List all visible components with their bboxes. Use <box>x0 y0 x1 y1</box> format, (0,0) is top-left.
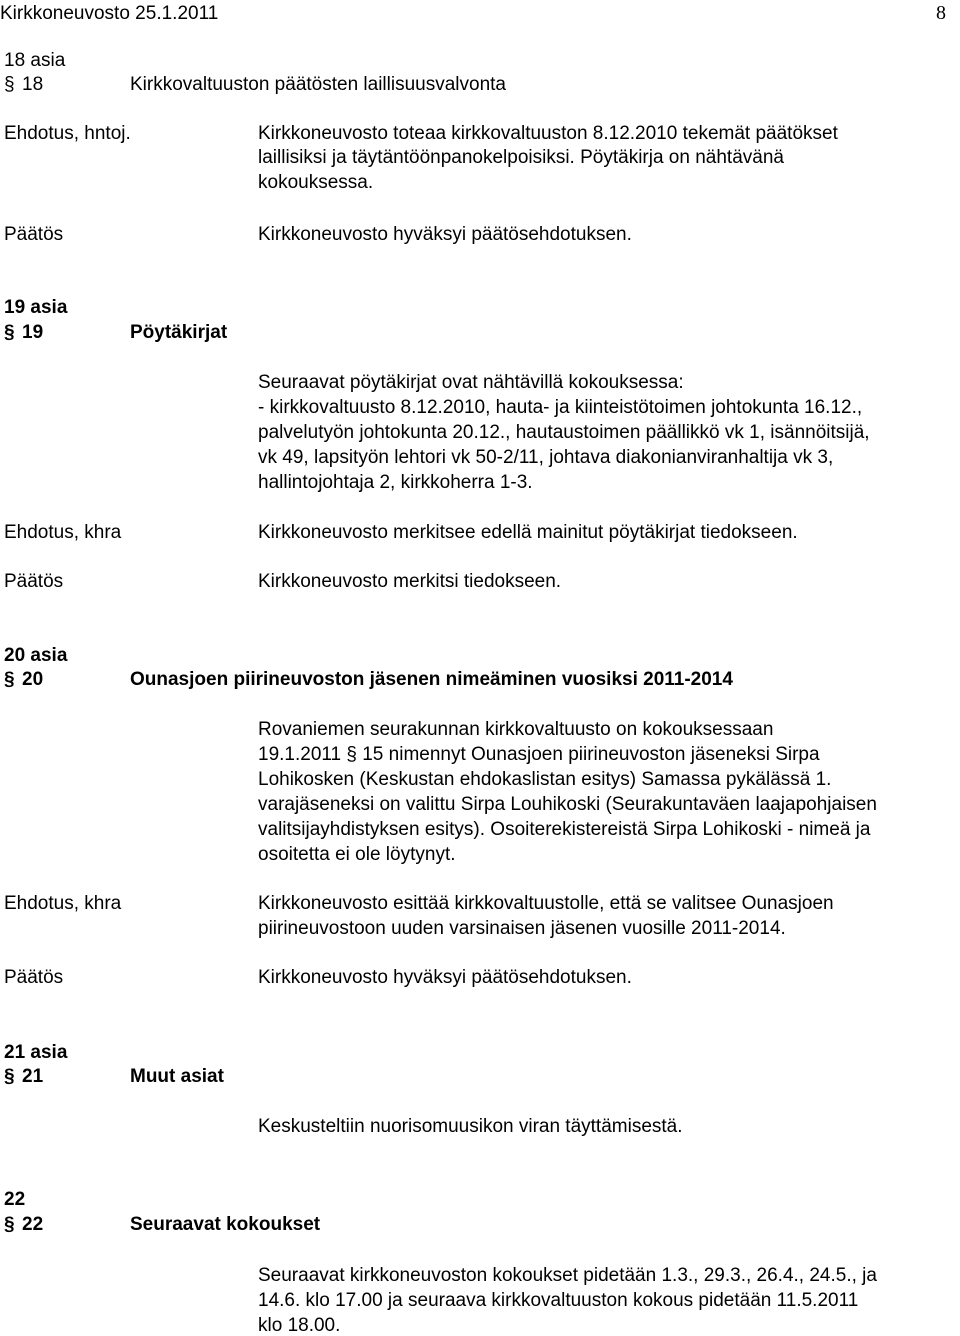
body-text: osoitetta ei ole löytynyt. <box>258 844 456 865</box>
body-text: hallintojohtaja 2, kirkkoherra 1-3. <box>258 472 533 493</box>
body-text: - kirkkovaltuusto 8.12.2010, hauta- ja kiinteistötoimen johtokunta 16.12., <box>258 397 863 418</box>
body-text: Seuraavat kirkkoneuvoston kokoukset pidetään 1.3., 29.3., 26.4., 24.5., ja <box>258 1265 877 1286</box>
row-text: Kirkkoneuvosto merkitsi tiedokseen. <box>258 571 562 592</box>
item-number: 19 <box>22 322 44 343</box>
item-title: Muut asiat <box>130 1066 224 1087</box>
item-title: Seuraavat kokoukset <box>130 1214 321 1235</box>
section-sign-icon: § <box>4 322 15 343</box>
row-text: Kirkkoneuvosto merkitsee edellä mainitut pöytäkirjat tiedokseen. <box>258 522 798 543</box>
item-title: Pöytäkirjat <box>130 322 228 343</box>
item-number: 20 <box>22 669 44 690</box>
item-number: 21 <box>22 1066 44 1087</box>
asia-heading: 19 asia <box>4 297 68 318</box>
row-label: Päätös <box>4 967 64 988</box>
body-text: valitsijayhdistyksen esitys). Osoiterekistereistä Sirpa Lohikoski - nimeä ja <box>258 819 871 840</box>
body-text: Keskusteltiin nuorisomuusikon viran täyttämisestä. <box>258 1116 683 1137</box>
row-text: Kirkkoneuvosto hyväksyi päätösehdotuksen. <box>258 224 632 245</box>
asia-heading: 18 asia <box>4 50 66 71</box>
document-title: Kirkkoneuvosto 25.1.2011 <box>0 3 219 24</box>
row-text: laillisiksi ja täytäntöönpanokelpoisiksi. Pöytäkirja on nähtävänä <box>258 147 784 168</box>
item-number: 18 <box>22 74 44 95</box>
section-sign-icon: § <box>4 1066 15 1087</box>
row-label: Päätös <box>4 571 64 592</box>
section-sign-icon: § <box>4 669 15 690</box>
row-label: Ehdotus, khra <box>4 893 122 914</box>
row-text: Kirkkoneuvosto toteaa kirkkovaltuuston 8.12.2010 tekemät päätökset <box>258 123 838 144</box>
row-text: Kirkkoneuvosto hyväksyi päätösehdotuksen. <box>258 967 632 988</box>
item-title: Kirkkovaltuuston päätösten laillisuusvalvonta <box>130 74 506 95</box>
body-text: Rovaniemen seurakunnan kirkkovaltuusto on kokouksessaan <box>258 719 774 740</box>
row-text: kokouksessa. <box>258 172 374 193</box>
body-text: vk 49, lapsityön lehtori vk 50-2/11, johtava diakonianviranhaltija vk 3, <box>258 447 834 468</box>
body-text: palvelutyön johtokunta 20.12., hautaustoimen päällikkö vk 1, isännöitsijä, <box>258 422 870 443</box>
asia-heading: 22 <box>4 1189 26 1210</box>
body-text: Seuraavat pöytäkirjat ovat nähtävillä kokouksessa: <box>258 372 684 393</box>
section-sign-icon: § <box>4 74 15 95</box>
item-number: 22 <box>22 1214 44 1235</box>
row-text: Kirkkoneuvosto esittää kirkkovaltuustolle, että se valitsee Ounasjoen <box>258 893 834 914</box>
body-text: varajäseneksi on valittu Sirpa Louhikoski (Seurakuntaväen laajapohjaisen <box>258 794 877 815</box>
item-title: Ounasjoen piirineuvoston jäsenen nimeäminen vuosiksi 2011-2014 <box>130 669 733 690</box>
row-label: Ehdotus, khra <box>4 522 122 543</box>
asia-heading: 21 asia <box>4 1042 68 1063</box>
section-sign-icon: § <box>4 1214 15 1235</box>
asia-heading: 20 asia <box>4 645 68 666</box>
body-text: 19.1.2011 § 15 nimennyt Ounasjoen piirineuvoston jäseneksi Sirpa <box>258 744 820 765</box>
body-text: klo 18.00. <box>258 1315 341 1336</box>
body-text: 14.6. klo 17.00 ja seuraava kirkkovaltuuston kokous pidetään 11.5.2011 <box>258 1290 859 1311</box>
page-number: 8 <box>936 2 946 24</box>
body-text: Lohikosken (Keskustan ehdokaslistan esitys) Samassa pykälässä 1. <box>258 769 832 790</box>
row-text: piirineuvostoon uuden varsinaisen jäsenen vuosille 2011-2014. <box>258 918 786 939</box>
row-label: Päätös <box>4 224 64 245</box>
row-label: Ehdotus, hntoj. <box>4 123 131 144</box>
